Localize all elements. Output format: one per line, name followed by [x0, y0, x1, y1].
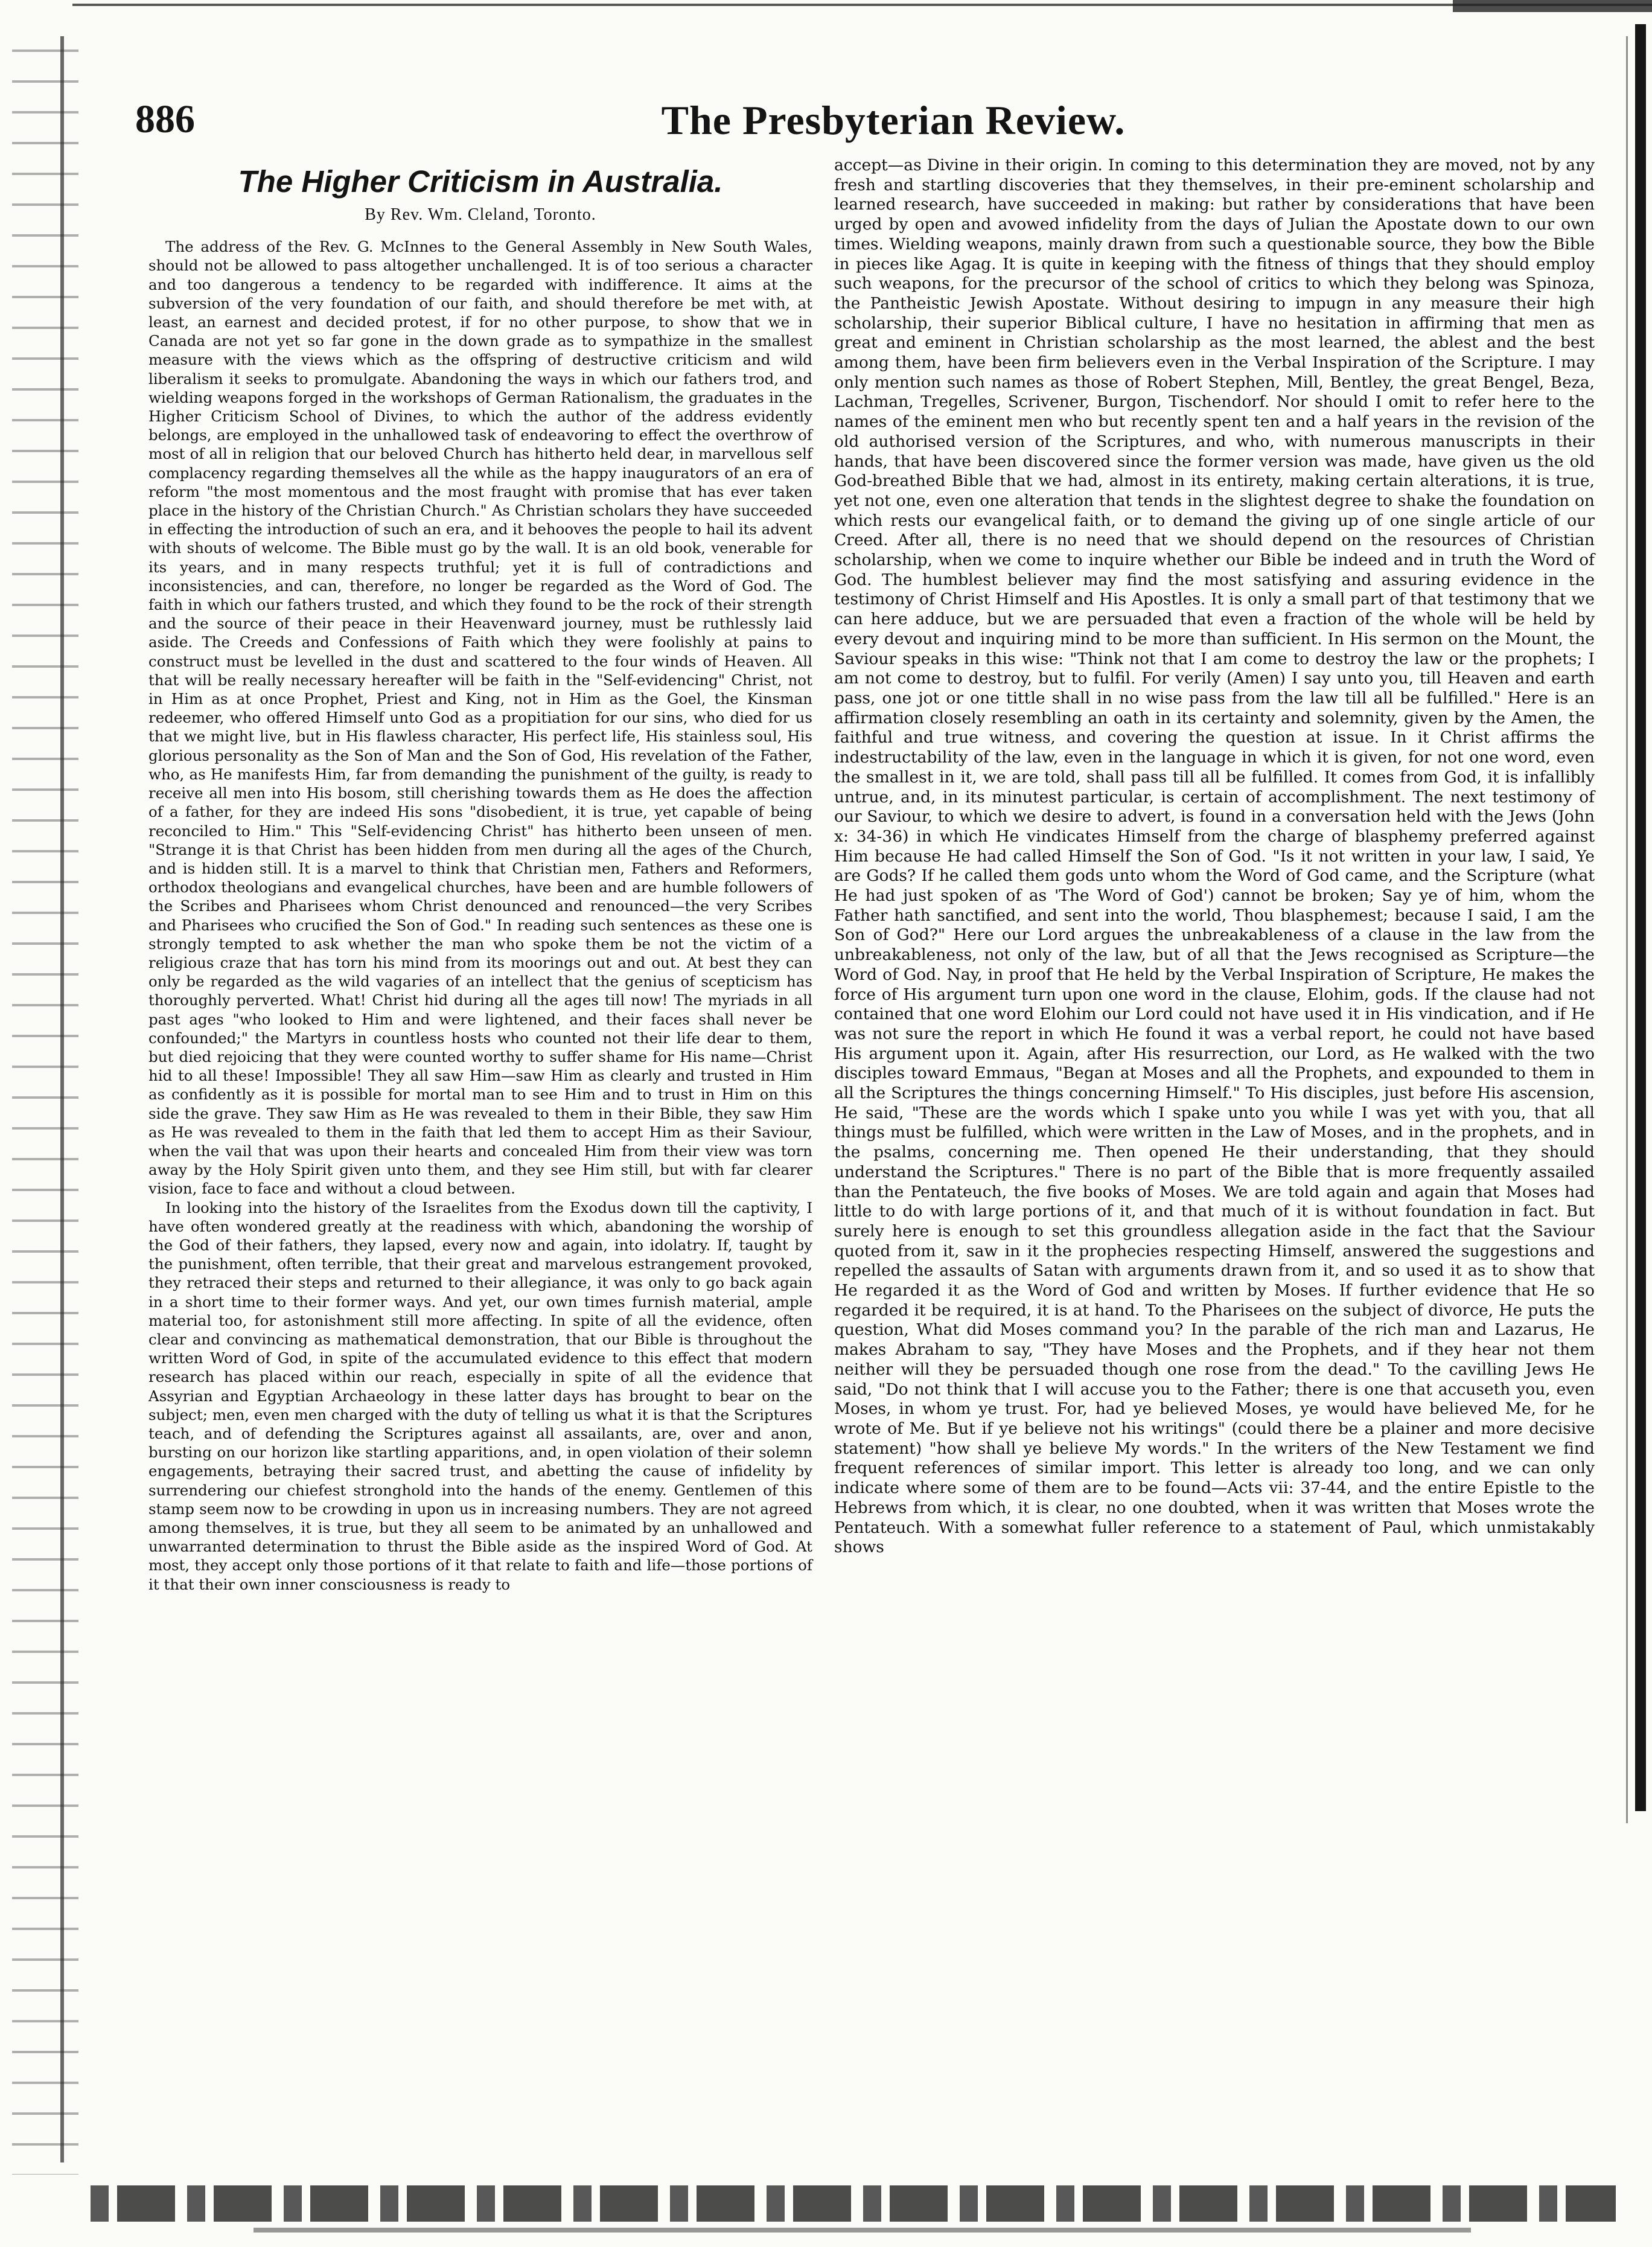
scan-binding-edge [12, 36, 78, 2175]
scan-right-edge [1635, 24, 1646, 1811]
running-title: The Presbyterian Review. [661, 97, 1126, 143]
scan-top-border [1453, 0, 1652, 12]
scan-bottom-edge [91, 2185, 1616, 2222]
paragraph: In looking into the history of the Israelites from the Exodus down till the captivity, I have often wondered greatly at the readiness with which, abandoning the worship of the God of their fathers, they lapsed, every now and again, into idolatry. If, taught by the punishment, often terrible, that their great and marvelous estrangement provoked, they retraced their steps and returned to their allegiance, it was only to go back again in a short time to their former ways. And yet, our own times furnish material, ample material too, for astonishment still more affecting. In spite of all the evidence, often clear and convincing as mathematical demonstration, that our Bible is throughout the written Word of God, in spite of the accumulated evidence to this effect that modern research has placed within our reach, especially in spite of all the evidence that Assyrian and Egyptian Archaeology in these latter days has brought to bear on the subject; men, even men charged with the duty of telling us what it is that the Scriptures teach, and of defending the Scriptures against all assailants, are, over and anon, bursting on our horizon like startling apparitions, and, in open violation of their solemn engagements, betraying their sacred trust, and abetting the cause of infidelity by surrendering our chiefest stronghold into the hands of the enemy. Gentlemen of this stamp seem now to be crowding in upon us in increasing numbers. They are not agreed among themselves, it is true, but they all seem to be animated by an unhallowed and unwarranted determination to thrust the Bible aside as the inspired Word of God. At most, they accept only those portions of it that relate to faith and life—those portions of it that their own inner consciousness is ready to [148, 1198, 812, 1593]
paragraph: The address of the Rev. G. McInnes to the General Assembly in New South Wales, should not be allowed to pass altogether unchallenged. It is of too serious a character and too dangerous a tendency to be regarded with indifference. It aims at the subversion of the very foundation of our faith, and should therefore be met with, at least, an earnest and decided protest, if for no other purpose, to show that we in Canada are not yet so far gone in the down grade as to sympathize in the smallest measure with the views which as the offspring of destructive criticism and wild liberalism it seeks to promulgate. Abandoning the ways in which our fathers trod, and wielding weapons forged in the workshops of German Rationalism, the graduates in the Higher Criticism School of Divines, to which the author of the address evidently belongs, are employed in the unhallowed task of endeavoring to effect the overthrow of most of all in religion that our beloved Church has hitherto held dear, in marvellous self complacency regarding themselves all the while as the happy inaugurators of an era of reform "the most momentous and the most fraught with promise that has ever taken place in the history of the Christian Church." As Christian scholars they have succeeded in effecting the introduction of such an era, and it behooves the people to hail its advent with shouts of welcome. The Bible must go by the wall. It is an old book, venerable for its years, and in many respects truthful; yet it is full of contradictions and inconsistencies, and can, therefore, no longer be regarded as the Word of God. The faith in which our fathers trusted, and which they found to be the rock of their strength and the source of their peace in their Heavenward journey, must be ruthlessly laid aside. The Creeds and Confessions of Faith which they were foolishly at pains to construct must be levelled in the dust and scattered to the four winds of Heaven. All that will be really necessary hereafter will be faith in the "Self-evidencing" Christ, not in Him as at once Prophet, Priest and King, not in Him as the Goel, the Kinsman redeemer, who offered Himself unto God as a propitiation for our sins, who died for us that we might live, but in His flawless character, His perfect life, His stainless soul, His glorious personality as the Son of Man and the Son of God, His revelation of the Father, who, as He manifests Him, far from demanding the punishment of the guilty, is ready to receive all men into His bosom, still cherishing towards them as He does the affection of a father, for they are indeed His sons "disobedient, it is true, yet capable of being reconciled to Him." This "Self-evidencing Christ" has hitherto been unseen of men. "Strange it is that Christ has been hidden from men during all the ages of the Church, and is hidden still. It is a marvel to think that Christian men, Fathers and Reformers, orthodox theologians and evangelical churches, have been and are humble followers of the Scribes and Pharisees whom Christ denounced and renounced—the very Scribes and Pharisees who crucified the Son of God." In reading such sentences as these one is strongly tempted to ask whether the man who spoke them be not the victim of a religious craze that has torn his mind from its moorings out and out. At best they can only be regarded as the wild vagaries of an intellect that the genius of scepticism has thoroughly perverted. What! Christ hid during all the ages till now! The myriads in all past ages "who looked to Him and were lightened, and their faces shall never be confounded;" the Martyrs in countless hosts who counted not their life dear to them, but died rejoicing that they were counted worthy to suffer shame for His name—Christ hid to all these! Impossible! They all saw Him—saw Him as clearly and trusted in Him as confidently as it is possible for mortal man to see Him and to trust in Him on this side the grave. They saw Him as He was revealed to them in their Bible, they saw Him as He was revealed to them in the faith that led them to accept Him as their Saviour, when the vail that was upon their hearts and concealed Him from their view was torn away by the Holy Spirit given unto them, and they see Him still, but with far clearer vision, face to face and without a cloud between. [148, 238, 812, 1198]
article-title: The Higher Criticism in Australia. [238, 164, 723, 199]
paragraph: accept—as Divine in their origin. In coming to this determination they are moved, not by any fresh and startling discoveries that they themselves, in their pre-eminent scholarship and learned research, have succeeded in making: but rather by considerations that have been urged by open and avowed infidelity from the days of Julian the Apostate down to our own times. Wielding weapons, mainly drawn from such a questionable source, they bow the Bible in pieces like Agag. It is quite in keeping with the fitness of things that they should employ such weapons, for the precursor of the school of critics to which they belong was Spinoza, the Pantheistic Jewish Apostate. Without desiring to impugn in any measure their high scholarship, their superior Biblical culture, I have no hesitation in affirming that men as great and eminent in Christian scholarship as the most learned, the ablest and the best among them, have been firm believers even in the Verbal Inspiration of the Scripture. I may only mention such names as those of Robert Stephen, Mill, Bentley, the great Bengel, Beza, Lachman, Tregelles, Scrivener, Burgon, Tischendorf. Nor should I omit to refer here to the names of the eminent men who but recently spent ten and a half years in the revision of the old authorised version of the Scriptures, and who, with numerous manuscripts in their hands, that have been discovered since the former version was made, have given us the old God-breathed Bible that we had, almost in its entirety, making certain alterations, it is true, yet not one, even one alteration that tends in the slightest degree to shake the foundation on which rests our evangelical faith, or to demand the giving up of one single article of our Creed. After all, there is no need that we should depend on the resources of Christian scholarship, when we come to inquire whether our Bible be indeed and in truth the Word of God. The humblest believer may find the most satisfying and assuring evidence in the testimony of Christ Himself and His Apostles. It is only a small part of that testimony that we can here adduce, but we are persuaded that even a fraction of the whole will be held by every devout and inquiring mind to be more than sufficient. In His sermon on the Mount, the Saviour speaks in this wise: "Think not that I am come to destroy the law or the prophets; I am not come to destroy, but to fulfil. For verily (Amen) I say unto you, till Heaven and earth pass, one jot or one tittle shall in no wise pass from the law till all be fulfilled." Here is an affirmation closely resembling an oath in its certainty and solemnity, given by the Amen, the faithful and true witness, and covering the question at issue. In it Christ affirms the indestructability of the law, even in the language in which it is given, for not one word, even the smallest in it, we are told, shall pass till all be fulfilled. It comes from God, it is infallibly untrue, and, in its minutest particular, is certain of accomplishment. The next testimony of our Saviour, to which we desire to advert, is found in a conversation held with the Jews (John x: 34-36) in which He vindicates Himself from the charge of blasphemy preferred against Him because He had called Himself the Son of God. "Is it not written in your law, I said, Ye are Gods? If he called them gods unto whom the Word of God came, and the Scripture (what He had just spoken of as 'The Word of God') cannot be broken; Say ye of him, whom the Father hath sanctified, and sent into the world, Thou blasphemest; because I said, I am the Son of God?" Here our Lord argues the unbreakableness of a clause in the law from the unbreakableness, not only of the law, but of all that the Jews recognised as Scripture—the Word of God. Nay, in proof that He held by the Verbal Inspiration of Scripture, He makes the force of His argument turn upon one word in the clause, Elohim, gods. If the clause had not contained that one word Elohim our Lord could not have used it in His vindication, and if He was not sure the report in which He found it was a verbal report, he could not have based His argument upon it. Again, after His resurrection, our Lord, as He walked with the two disciples toward Emmaus, "Began at Moses and all the Prophets, and expounded to them in all the Scriptures the things concerning Himself." To His disciples, just before His ascension, He said, "These are the words which I spake unto you while I was yet with you, that all things must be fulfilled, which were written in the Law of Moses, and in the prophets, and in the psalms, concerning me. Then opened He their understanding, that they should understand the Scriptures." There is no part of the Bible that is more frequently assailed than the Pentateuch, the five books of Moses. We are told again and again that Moses had little to do with large portions of it, and that much of it is without foundation in fact. But surely here is enough to set this groundless allegation aside in the fact that the Saviour quoted from it, saw in it the prophecies respecting Himself, answered the suggestions and repelled the assaults of Satan with arguments drawn from it, and so used it as to show that He regarded it as the Word of God and written by Moses. If further evidence that He so regarded it be required, it is at hand. To the Pharisees on the subject of divorce, He puts the question, What did Moses command you? In the parable of the rich man and Lazarus, He makes Abraham to say, "They have Moses and the Prophets, and if they hear not them neither will they be persuaded though one rose from the dead." To the cavilling Jews He said, "Do not think that I will accuse you to the Father; there is one that accuseth you, even Moses, in whom ye trust. For, had ye believed Moses, ye would have believed Me, for he wrote of Me. But if ye believe not his writings" (could there be a plainer and more decisive statement) "how shall ye believe My words." In the writers of the New Testament we find frequent references of similar import. This letter is already too long, and we can only indicate where some of them are to be found—Acts vii: 37-44, and the entire Epistle to the Hebrews from which, it is clear, no one doubted, when it was written that Moses wrote the Pentateuch. With a somewhat fuller reference to a statement of Paul, which unmistakably shows [834, 156, 1595, 1557]
scan-bottom-line [254, 2228, 1471, 2233]
scan-binding-line [60, 36, 64, 2162]
right-column [834, 156, 1595, 1558]
page-number: 886 [135, 97, 195, 141]
article-byline: By Rev. Wm. Cleland, Toronto. [365, 205, 596, 224]
scan-right-edge-line [1626, 36, 1628, 1823]
scan-top-rule [72, 0, 1652, 11]
left-column [148, 156, 812, 1594]
